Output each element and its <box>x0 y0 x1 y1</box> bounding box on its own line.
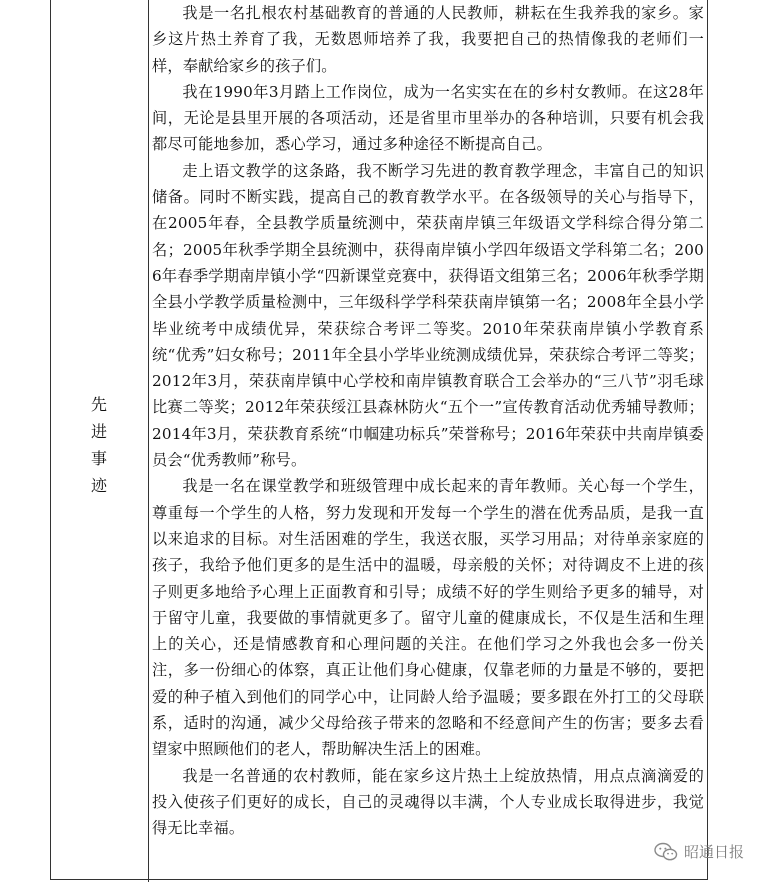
watermark-text: 昭通日报 <box>683 843 744 861</box>
content-cell <box>152 0 704 842</box>
paragraph-3: 走上语文教学的这条路，我不断学习先进的教育教学理念，丰富自己的知识储备。同时不断实践，提高自己的教育教学水平。在各级领导的关心与指导下，在2005年春，全县教学质量统测中，荣获南岸镇三年级语文学科综合得分第二名；2005年秋季学期全县统测中，获得南岸镇小学四年级语文学科第二名；2006年春季学期南岸镇小学“四新课堂竞赛中，获得语文组第三名；2006年秋季学期全县小学教学质量检测中，三年级科学学科荣获南岸镇第一名；2008年全县小学毕业统考中成绩优异，荣获综合考评二等奖。2010年荣获南岸镇小学教育系统“优秀”妇女称号；2011年全县小学毕业统测成绩优异，荣获综合考评二等奖；2012年3月，荣获南岸镇中心学校和南岸镇教育联合工会举办的“三八节”羽毛球比赛二等奖；2012年荣获绥江县森林防火“五个一”宣传教育活动优秀辅导教师；2014年3月，荣获教育系统“巾帼建功标兵”荣誉称号；2016年荣获中共南岸镇委员会“优秀教师”称号。 <box>152 161 704 470</box>
paragraph-2: 我在1990年3月踏上工作岗位，成为一名实实在在的乡村女教师。在这28年间，无论是县里开展的各项活动，还是省里市里举办的各种培训，只要有机会我都尽可能地参加，悉心学习，通过多种途径不断提高自己。 <box>152 82 704 154</box>
paragraph-4: 我是一名在课堂教学和班级管理中成长起来的青年教师。关心每一个学生，尊重每一个学生的人格，努力发现和开发每一个学生的潜在优秀品质，是我一直以来追求的目标。对生活困难的学生，我送衣服，买学习用品；对待单亲家庭的孩子，我给予他们更多的是生活中的温暖，母亲般的关怀；对待调皮不上进的孩子则更多地给予心理上正面教育和引导；成绩不好的学生则给予更多的辅导，对于留守儿童，我要做的事情就更多了。留守儿童的健康成长，不仅是生活和生理上的关心，还是情感教育和心理问题的关注。在他们学习之外我也会多一份关注，多一份细心的体察，真正让他们身心健康，仅靠老师的力量是不够的，要把爱的种子植入到他们的同学心中，让同龄人给予温暖；要多跟在外打工的父母联系，适时的沟通，减少父母给孩子带来的忽略和不经意间产生的伤害；要多去看望家中照顾他们的老人，帮助解决生活上的困难。 <box>152 477 704 759</box>
wechat-icon <box>654 842 678 862</box>
paragraph-1: 我是一名扎根农村基础教育的普通的人民教师，耕耘在生我养我的家乡。家乡这片热土养育了我，无数恩师培养了我，我要把自己的热情像我的老师们一样，奉献给家乡的孩子们。 <box>152 4 704 75</box>
label-cell <box>50 0 148 882</box>
paragraph-5: 我是一名普通的农村教师，能在家乡这片热土上绽放热情，用点点滴滴爱的投入使孩子们更好的成长，自己的灵魂得以丰满，个人专业成长取得进步，我觉得无比幸福。 <box>152 766 704 838</box>
row-label: 先进事迹 <box>90 395 107 495</box>
watermark <box>654 841 744 862</box>
column-divider <box>148 0 149 882</box>
